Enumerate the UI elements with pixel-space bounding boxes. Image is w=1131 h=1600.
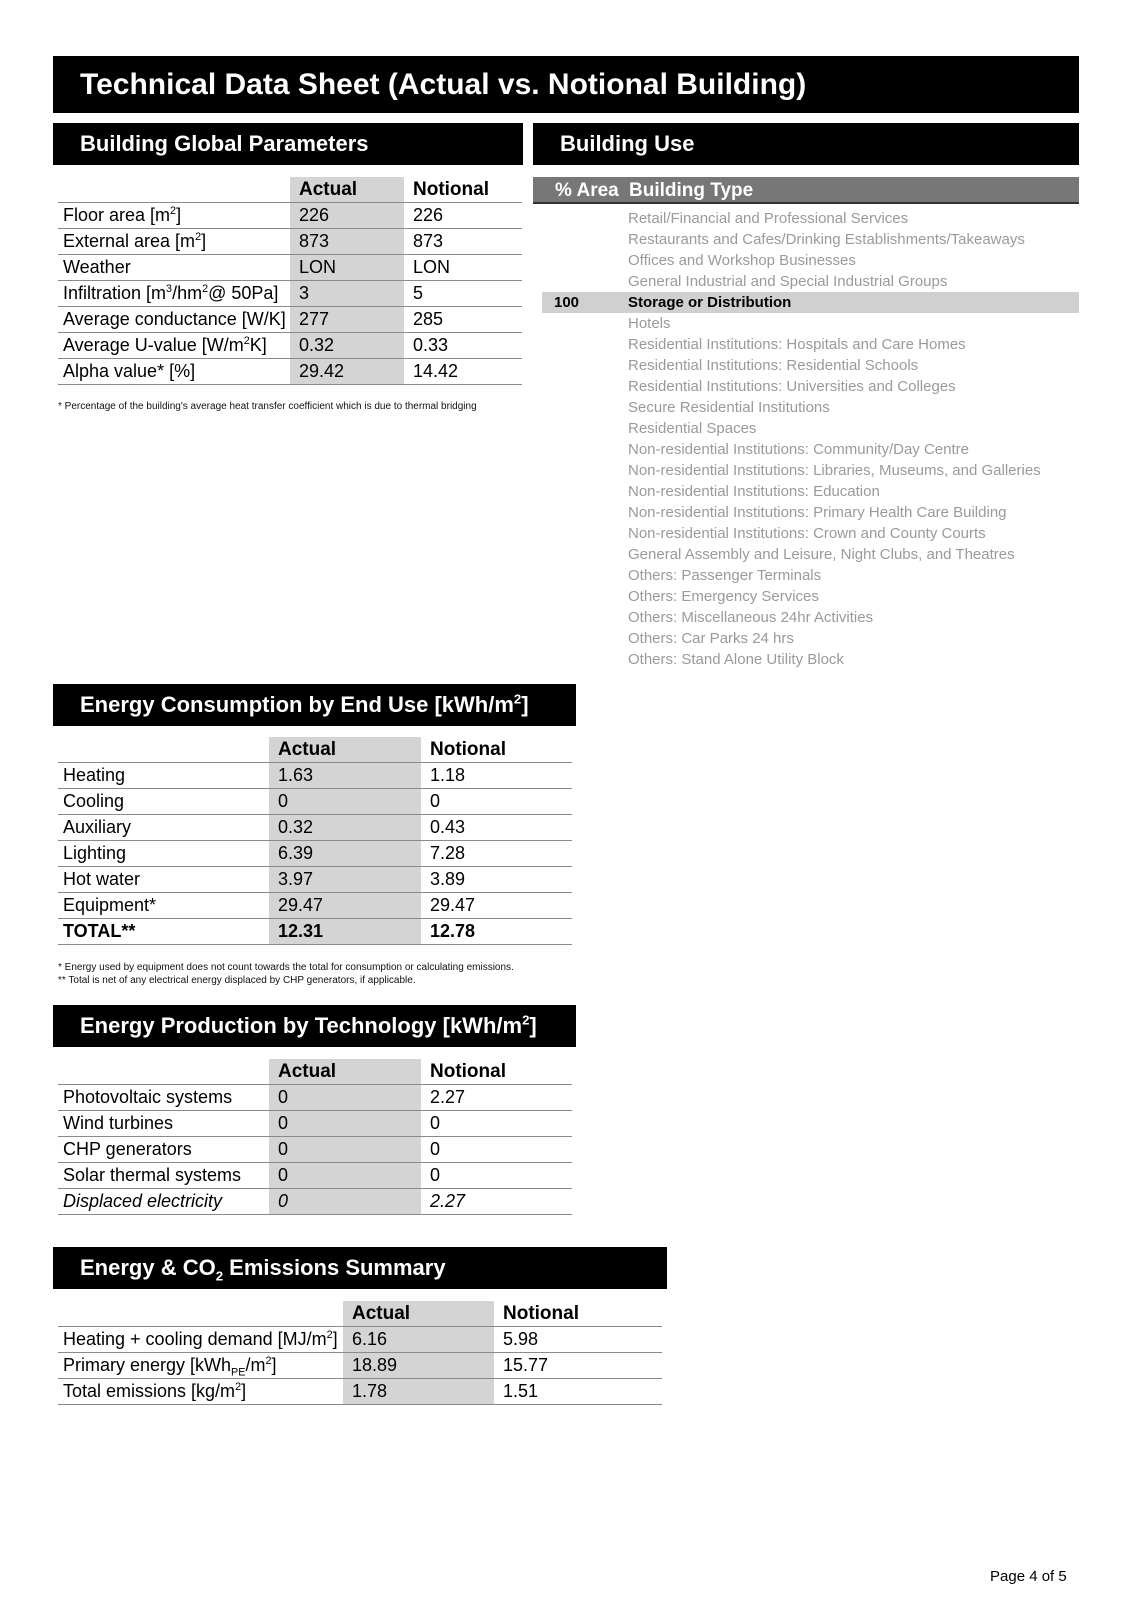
building-type-label: Offices and Workshop Businesses <box>628 252 856 269</box>
header-blank <box>58 177 290 203</box>
building-type-item <box>542 397 1079 418</box>
table-row <box>58 203 522 229</box>
global-parameters-title: Building Global Parameters <box>53 123 523 165</box>
actual-value: 1.63 <box>269 763 421 789</box>
building-type-item <box>542 334 1079 355</box>
actual-value: 0.32 <box>290 333 404 359</box>
notional-value: 1.18 <box>421 763 572 789</box>
total-actual-value: 12.31 <box>269 919 421 945</box>
building-type-item <box>542 523 1079 544</box>
header-notional: Notional <box>494 1301 662 1327</box>
row-label: Alpha value* [%] <box>58 359 290 385</box>
building-type-item <box>542 607 1079 628</box>
notional-value: 285 <box>404 307 522 333</box>
building-type-item <box>542 481 1079 502</box>
displaced-notional-value: 2.27 <box>421 1189 572 1215</box>
actual-value: 29.42 <box>290 359 404 385</box>
table-row <box>58 281 522 307</box>
table-row <box>58 815 572 841</box>
row-label: Heating + cooling demand $[MJ/m^2]$ <box>58 1327 343 1353</box>
table-row <box>58 333 522 359</box>
building-type-item <box>542 208 1079 229</box>
table-row <box>58 867 572 893</box>
building-type-item <box>542 628 1079 649</box>
header-notional: Notional <box>421 737 572 763</box>
actual-value: 0 <box>269 1163 421 1189</box>
header-actual: Actual <box>269 1059 421 1085</box>
notional-value: 3.89 <box>421 867 572 893</box>
building-use-title: Building Use <box>533 123 1079 165</box>
displaced-label: Displaced electricity <box>58 1189 269 1215</box>
row-label: Infiltration [$m^3/hm^2@$ 50Pa] <box>58 281 290 307</box>
building-type-label: General Industrial and Special Industrial Groups <box>628 273 948 290</box>
row-label: Auxiliary <box>58 815 269 841</box>
building-type-item <box>542 271 1079 292</box>
row-label: Primary energy $[kWh_{PE}/m^2]$ <box>58 1353 343 1379</box>
actual-value: 277 <box>290 307 404 333</box>
thermal-bridging-note: * Percentage of the building's average heat transfer coefficient which is due to thermal bridging <box>58 401 477 412</box>
building-type-item <box>542 460 1079 481</box>
building-type-item <box>542 313 1079 334</box>
building-type-item <box>542 502 1079 523</box>
building-type-label: Storage or Distribution <box>628 294 792 311</box>
building-type-label: Non-residential Institutions: Community/Day Centre <box>628 441 969 458</box>
row-label: External area $[m^2]$ <box>58 229 290 255</box>
building-type-item <box>542 649 1079 670</box>
notional-value: 7.28 <box>421 841 572 867</box>
notional-value: 226 <box>404 203 522 229</box>
total-label: TOTAL** <box>58 919 269 945</box>
table-row <box>58 307 522 333</box>
building-type-label: Secure Residential Institutions <box>628 399 830 416</box>
table-row <box>58 255 522 281</box>
building-type-label: Others: Passenger Terminals <box>628 567 822 584</box>
table-row <box>58 789 572 815</box>
notional-value: 1.51 <box>494 1379 662 1405</box>
table-row <box>58 893 572 919</box>
building-type-label: Retail/Financial and Professional Services <box>628 210 909 227</box>
consumption-table <box>58 737 572 945</box>
row-label: Hot water <box>58 867 269 893</box>
total-note: ** Total is net of any electrical energy displaced by CHP generators, if applicable. <box>58 975 416 986</box>
production-title: Energy Production by Technology $[kWh/m^2]$ <box>53 1005 576 1047</box>
notional-value: 14.42 <box>404 359 522 385</box>
actual-value: 0.32 <box>269 815 421 841</box>
table-row <box>58 1111 572 1137</box>
consumption-title: Energy Consumption by End Use $[kWh/m^2]$ <box>53 684 576 726</box>
notional-value: 15.77 <box>494 1353 662 1379</box>
building-type-item <box>542 418 1079 439</box>
actual-value: 226 <box>290 203 404 229</box>
header-notional: Notional <box>421 1059 572 1085</box>
notional-value: 29.47 <box>421 893 572 919</box>
building-type-label: Others: Stand Alone Utility Block <box>628 651 844 668</box>
row-label: Total emissions $[kg/m^2]$ <box>58 1379 343 1405</box>
building-type-label: Restaurants and Cafes/Drinking Establishments/Takeaways <box>628 231 1025 248</box>
actual-value: 0 <box>269 1085 421 1111</box>
building-type-item <box>542 376 1079 397</box>
building-type-label: Others: Miscellaneous 24hr Activities <box>628 609 874 626</box>
table-row <box>58 229 522 255</box>
header-blank <box>58 1301 343 1327</box>
building-type-label: Non-residential Institutions: Education <box>628 483 880 500</box>
actual-value: 3.97 <box>269 867 421 893</box>
notional-value: 0.33 <box>404 333 522 359</box>
notional-value: 2.27 <box>421 1085 572 1111</box>
header-actual: Actual <box>269 737 421 763</box>
page-number: Page 4 of 5 <box>990 1568 1067 1585</box>
notional-value: 873 <box>404 229 522 255</box>
area-column-header: % Area <box>555 180 619 201</box>
actual-value: 3 <box>290 281 404 307</box>
header-actual: Actual <box>343 1301 494 1327</box>
building-use-header <box>533 177 1079 204</box>
table-row <box>58 1327 662 1353</box>
building-type-label: Residential Institutions: Universities and Colleges <box>628 378 956 395</box>
actual-value: 873 <box>290 229 404 255</box>
actual-value: LON <box>290 255 404 281</box>
row-label: Average conductance [W/K] <box>58 307 290 333</box>
actual-value: 6.16 <box>343 1327 494 1353</box>
row-label: Equipment* <box>58 893 269 919</box>
building-type-label: Non-residential Institutions: Primary Health Care Building <box>628 504 1007 521</box>
building-type-item <box>542 355 1079 376</box>
row-label: Wind turbines <box>58 1111 269 1137</box>
table-row <box>58 1085 572 1111</box>
row-label: Solar thermal systems <box>58 1163 269 1189</box>
table-row <box>58 841 572 867</box>
building-type-item <box>542 586 1079 607</box>
building-type-label: Residential Institutions: Residential Schools <box>628 357 919 374</box>
area-percent: 100 <box>554 294 580 311</box>
actual-value: 0 <box>269 789 421 815</box>
production-table <box>58 1059 572 1215</box>
building-type-label: Others: Car Parks 24 hrs <box>628 630 794 647</box>
row-label: Cooling <box>58 789 269 815</box>
building-type-item <box>542 229 1079 250</box>
emissions-title: Energy & $CO_2$ Emissions Summary <box>53 1247 667 1289</box>
building-type-item <box>542 565 1079 586</box>
notional-value: 0.43 <box>421 815 572 841</box>
total-row <box>58 919 572 945</box>
type-column-header: Building Type <box>629 180 754 201</box>
table-row <box>58 1163 572 1189</box>
total-notional-value: 12.78 <box>421 919 572 945</box>
building-type-label: General Assembly and Leisure, Night Clubs, and Theatres <box>628 546 1015 563</box>
building-type-label: Non-residential Institutions: Crown and County Courts <box>628 525 986 542</box>
row-label: CHP generators <box>58 1137 269 1163</box>
header-blank <box>58 1059 269 1085</box>
building-type-label: Non-residential Institutions: Libraries, Museums, and Galleries <box>628 462 1041 479</box>
building-type-label: Hotels <box>628 315 671 332</box>
global-parameters-table <box>58 177 522 385</box>
table-row <box>58 763 572 789</box>
table-row <box>58 359 522 385</box>
displaced-actual-value: 0 <box>269 1189 421 1215</box>
building-type-list <box>542 208 1079 670</box>
actual-value: 0 <box>269 1111 421 1137</box>
page-title: Technical Data Sheet (Actual vs. Notional Building) <box>53 56 1079 113</box>
header-actual: Actual <box>290 177 404 203</box>
building-type-label: Others: Emergency Services <box>628 588 819 605</box>
table-row <box>58 1353 662 1379</box>
row-label: Average U-value $[W/m^2K]$ <box>58 333 290 359</box>
building-type-item <box>542 250 1079 271</box>
notional-value: 5.98 <box>494 1327 662 1353</box>
building-type-label: Residential Institutions: Hospitals and Care Homes <box>628 336 966 353</box>
notional-value: 0 <box>421 789 572 815</box>
row-label: Lighting <box>58 841 269 867</box>
actual-value: 29.47 <box>269 893 421 919</box>
equipment-note: * Energy used by equipment does not count towards the total for consumption or calculating emissions. <box>58 962 514 973</box>
building-type-item <box>542 292 1079 313</box>
header-blank <box>58 737 269 763</box>
building-type-label: Residential Spaces <box>628 420 757 437</box>
notional-value: LON <box>404 255 522 281</box>
notional-value: 5 <box>404 281 522 307</box>
actual-value: 1.78 <box>343 1379 494 1405</box>
row-label: Photovoltaic systems <box>58 1085 269 1111</box>
building-type-item <box>542 439 1079 460</box>
actual-value: 18.89 <box>343 1353 494 1379</box>
actual-value: 6.39 <box>269 841 421 867</box>
notional-value: 0 <box>421 1111 572 1137</box>
emissions-table <box>58 1301 662 1405</box>
displaced-row <box>58 1189 572 1215</box>
header-notional: Notional <box>404 177 522 203</box>
row-label: Weather <box>58 255 290 281</box>
building-type-item <box>542 544 1079 565</box>
row-label: Floor area $[m^2]$ <box>58 203 290 229</box>
table-row <box>58 1379 662 1405</box>
row-label: Heating <box>58 763 269 789</box>
actual-value: 0 <box>269 1137 421 1163</box>
table-row <box>58 1137 572 1163</box>
notional-value: 0 <box>421 1163 572 1189</box>
notional-value: 0 <box>421 1137 572 1163</box>
